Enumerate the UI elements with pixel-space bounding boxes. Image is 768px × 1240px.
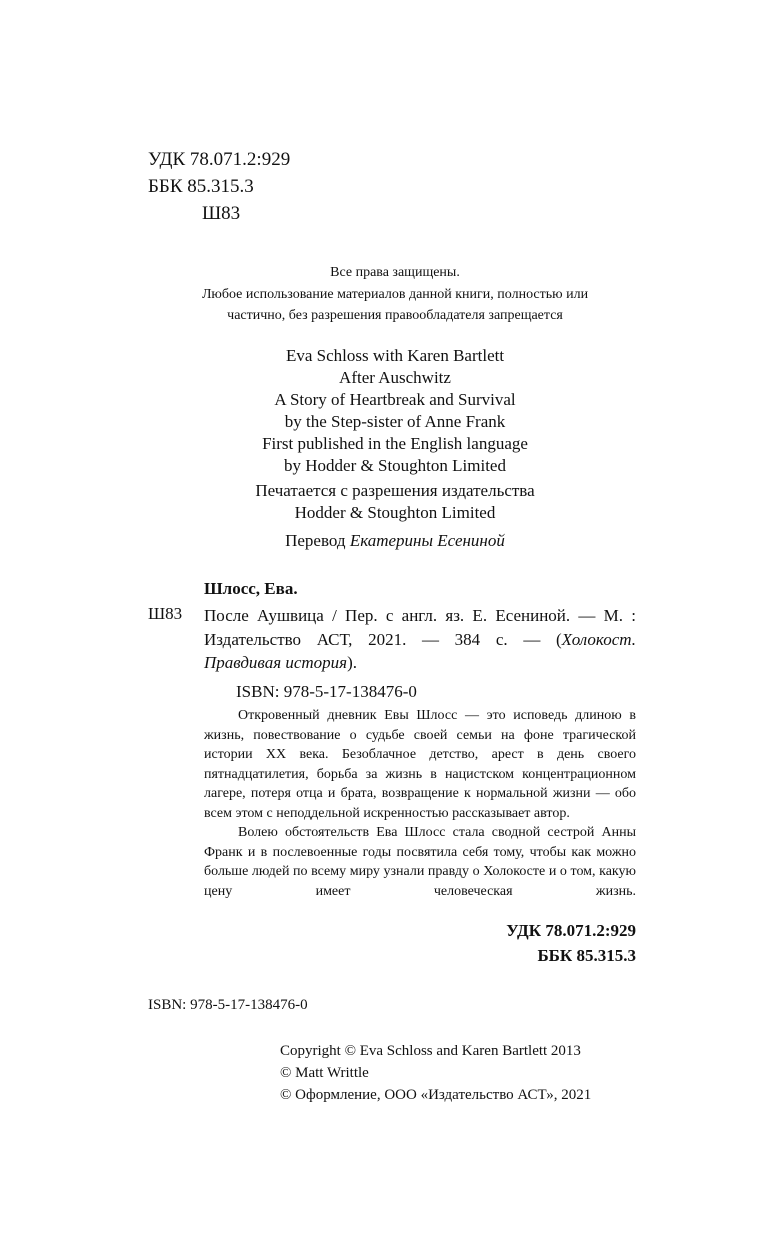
original-byline: by the Step-sister of Anne Frank (284, 412, 506, 431)
original-published: First published in the English language (262, 434, 528, 453)
footer-classification-codes (400, 918, 636, 968)
translator-name: Екатерины Есениной (349, 531, 505, 550)
catalog-series: Холокост. Правдивая история (204, 629, 636, 672)
footer-bbk-code: ББК 85.315.3 (537, 946, 636, 965)
copyright-block (280, 1040, 591, 1106)
permission-line: Печатается с разрешения издательства (255, 481, 535, 500)
translation-label: Перевод (285, 531, 346, 550)
catalog-isbn: ISBN: 978-5-17-138476-0 (236, 682, 417, 701)
annotation-paragraph: Откровенный дневник Евы Шлосс — это исповедь длиною в жизнь, повествование о судьбе своей семьи на фоне трагической истории XX века. Безоблачное детство, арест в день своего пятнадцатилетия, борьба за жизнь в нацистском концентрационном лагере, потеря отца и брата, возвращение к нормальной жизни — обо всем этом с неподдельной искренностью рассказывает автор. (204, 708, 636, 821)
translation-credit (200, 530, 590, 552)
catalog-author-mark: Ш83 (148, 604, 183, 623)
catalog-author-heading: Шлосс, Ева. (204, 579, 298, 598)
catalog-description-end: ). (347, 653, 357, 672)
permission-notice (200, 480, 590, 524)
copyright-line: © Matt Writtle (280, 1065, 369, 1081)
bbk-code: ББК 85.315.3 (148, 176, 254, 197)
udk-code: УДК 78.071.2:929 (148, 149, 291, 170)
catalog-description (204, 604, 636, 675)
rights-line: Все права защищены. (330, 265, 460, 280)
rights-line: Любое использование материалов данной книги, полностью или (201, 286, 589, 302)
classification-codes (148, 146, 290, 227)
rights-notice (120, 262, 670, 327)
original-subtitle: A Story of Heartbreak and Survival (274, 390, 516, 409)
copyright-line: Copyright © Eva Schloss and Karen Bartlett 2013 (280, 1043, 581, 1059)
author-mark: Ш83 (202, 203, 241, 224)
permission-publisher: Hodder & Stoughton Limited (294, 503, 496, 522)
isbn-bottom: ISBN: 978-5-17-138476-0 (148, 997, 308, 1013)
catalog-description-main: После Аушвица / Пер. с англ. яз. Е. Есениной. — М. : Издательство АСТ, 2021. — 384 с. — ( (204, 606, 636, 649)
copyright-line: © Оформление, ООО «Издательство АСТ», 2021 (280, 1087, 592, 1103)
original-edition-info (200, 345, 590, 477)
original-title: After Auschwitz (339, 368, 451, 387)
annotation (204, 706, 636, 901)
rights-line: частично, без разрешения правообладателя запрещается (227, 308, 563, 323)
footer-udk-code: УДК 78.071.2:929 (506, 921, 636, 940)
original-authors: Eva Schloss with Karen Bartlett (285, 346, 505, 365)
original-publisher: by Hodder & Stoughton Limited (284, 456, 506, 475)
annotation-paragraph: Волею обстоятельств Ева Шлосс стала сводной сестрой Анны Франк и в послевоенные годы посвятила себя тому, чтобы как можно больше людей по всему миру узнали правду о Холокосте и о том, какую цену имеет человеческая жизнь. (204, 825, 636, 899)
